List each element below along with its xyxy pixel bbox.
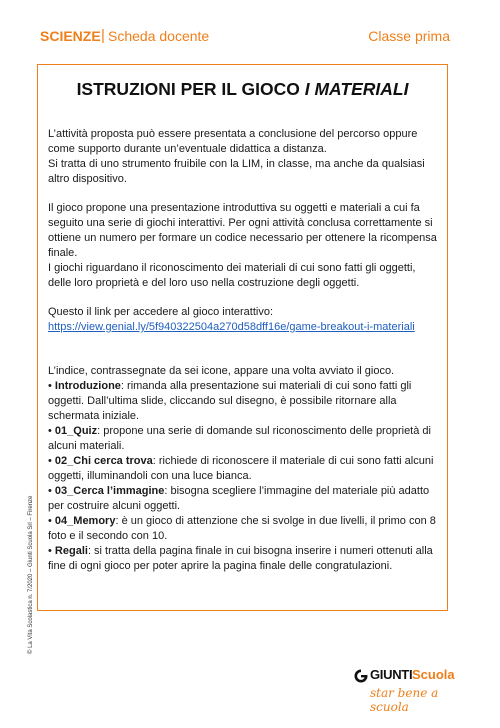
item-text: : richiede di riconoscere il materiale di cui sono fatti alcuni oggetti, illuminandoli con una luce bianca. <box>48 455 434 482</box>
index-item-chi-cerca-trova <box>48 454 441 484</box>
logo-brand-secondary: Scuola <box>412 667 455 682</box>
publisher-logo <box>354 667 464 714</box>
game-paragraph-2: I giochi riguardano il riconoscimento dei materiali di cui sono fatti gli oggetti, delle loro proprietà e del loro uso nella costruzione degli oggetti. <box>48 262 416 289</box>
item-name: 01_Quiz <box>54 425 98 437</box>
item-name: Introduzione <box>54 380 121 392</box>
page-title <box>38 79 447 100</box>
game-link[interactable]: https://view.genial.ly/5f940322504a270d58dff16e/game-breakout-i-materiali <box>48 321 415 333</box>
index-item-introduzione <box>48 379 441 424</box>
title-main: ISTRUZIONI PER IL GIOCO <box>76 79 305 99</box>
index-item-memory <box>48 514 441 544</box>
link-label: Questo il link per accedere al gioco interattivo: <box>48 306 274 318</box>
item-text: : rimanda alla presentazione sui materiali di cui sono fatti gli oggetti. Dall’ultima slide, cliccando sul disegno, è possibile ritornare alla schermata iniziale. <box>48 380 412 422</box>
index-item-quiz <box>48 424 441 454</box>
logo-mark-icon <box>354 669 368 683</box>
body-text <box>48 127 441 574</box>
bullet: • <box>48 380 55 392</box>
title-italic: I MATERIALI <box>304 79 409 99</box>
bullet: • <box>48 545 55 557</box>
item-text: : è un gioco di attenzione che si svolge in due livelli, il primo con 8 foto e il secondo con 10. <box>48 515 436 542</box>
bullet: • <box>48 455 55 467</box>
header-separator: | <box>101 27 105 44</box>
document-type: Scheda docente <box>108 28 210 44</box>
item-text: : propone una serie di domande sul riconoscimento delle proprietà di alcuni materiali. <box>48 425 431 452</box>
bullet: • <box>48 515 55 527</box>
item-name: 02_Chi cerca trova <box>54 455 153 467</box>
index-item-cerca-immagine <box>48 484 441 514</box>
item-text: : si tratta della pagina finale in cui bisogna inserire i numeri ottenuti alla fine di ogni gioco per poter aprire la pagina finale delle congratulazioni. <box>48 545 433 572</box>
bullet: • <box>48 425 55 437</box>
intro-paragraph-2: Si tratta di uno strumento fruibile con la LIM, in classe, ma anche da qualsiasi altro dispositivo. <box>48 158 425 185</box>
grade-label: Classe prima <box>368 28 450 44</box>
index-intro: L’indice, contrassegnate da sei icone, appare una volta avviato il gioco. <box>48 365 395 377</box>
bullet: • <box>48 485 55 497</box>
item-text: : bisogna scegliere l’immagine del materiale più adatto per costruire alcuni oggetti. <box>48 485 430 512</box>
logo-tagline: star bene a scuola <box>370 686 439 714</box>
item-name: 04_Memory <box>54 515 116 527</box>
index-item-regali <box>48 544 441 574</box>
intro-paragraph-1: L’attività proposta può essere presentata a conclusione del percorso oppure come supporto durante un’eventuale didattica a distanza. <box>48 128 418 155</box>
copyright-notice: © La Vita Scolastica n. 7/2020 – Giunti Scuola Srl – Firenze <box>28 495 34 654</box>
game-paragraph-1: Il gioco propone una presentazione introduttiva su oggetti e materiali a cui fa seguito una serie di giochi interattivi. Per ogni attività conclusa correttamente si ottiene un numero per formare un codice necessario per ottenere la ricompensa finale. <box>48 202 437 259</box>
logo-brand: GIUNTI <box>370 667 413 682</box>
subject-label: SCIENZE <box>40 28 101 44</box>
item-name: Regali <box>54 545 88 557</box>
page-header <box>40 28 460 48</box>
item-name: 03_Cerca l’immagine <box>54 485 165 497</box>
content-frame <box>37 64 448 611</box>
